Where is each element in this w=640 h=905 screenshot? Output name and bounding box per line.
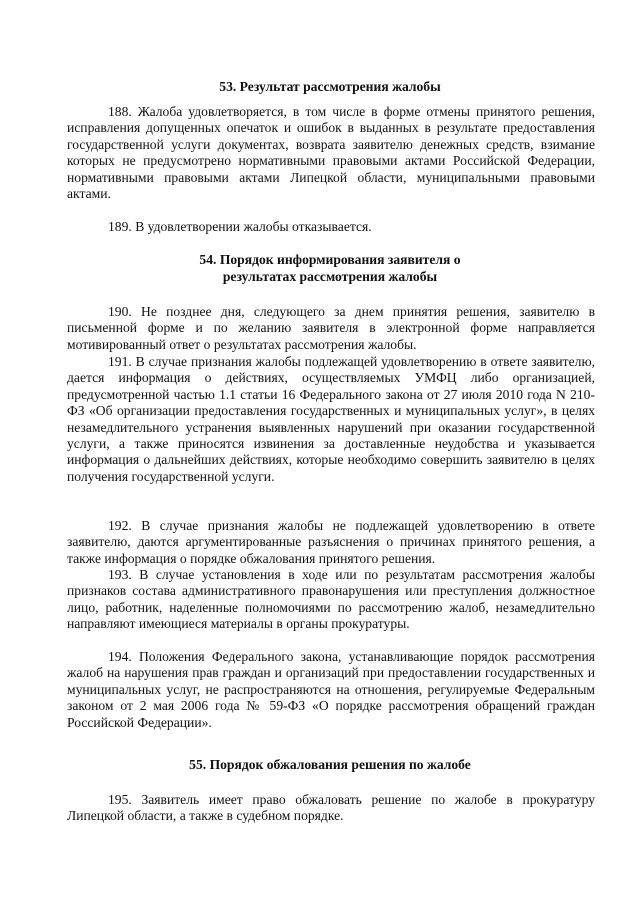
paragraph-193: 193. В случае установления в ходе или по результатам рассмотрения жалобы признаков состава административного правонарушения или преступления должностное лицо, работник, наделенные полномочиями по рассмотрению жалоб, незамедлительно направляют имеющиеся материалы в органы прокуратуры. <box>67 567 595 632</box>
paragraph-189: 189. В удовлетворении жалобы отказывается. <box>108 219 372 234</box>
paragraph-191: 191. В случае признания жалобы подлежащей удовлетворению в ответе заявителю, дается информация о действиях, осуществляемых УМФЦ либо организацией, предусмотренной частью 1.1 статьи 16 Федерального закона от 27 июля 2010 года N 210-ФЗ «Об организации предоставления государственных и муниципальных услуг», в целях незамедлительного устранения выявленных нарушений при оказании государственной услуги, а также приносятся извинения за доставленные неудобства и указывается информация о дальнейших действиях, которые необходимо совершить заявителю в целях получения государственной услуги. <box>67 354 595 484</box>
section-55-heading: 55. Порядок обжалования решения по жалобе <box>189 757 471 772</box>
section-54-heading-line2: результатах рассмотрения жалобы <box>222 269 438 284</box>
section-54-heading-line1: 54. Порядок информирования заявителя о <box>199 252 461 267</box>
paragraph-188: 188. Жалоба удовлетворяется, в том числе в форме отмены принятого решения, исправления допущенных опечаток и ошибок в выданных в результате предоставления государственной услуги документах, возврата заявителю денежных средств, взимание которых не предусмотрено нормативными правовыми актами Российской Федерации, нормативными правовыми актами Липецкой области, муниципальными правовыми актами. <box>67 104 595 202</box>
paragraph-194: 194. Положения Федерального закона, устанавливающие порядок рассмотрения жалоб на нарушения прав граждан и организаций при предоставлении государственных и муниципальных услуг, не распространяются на отношения, регулируемые Федеральным законом от 2 мая 2006 года № 59-ФЗ «О порядке рассмотрения обращений граждан Российской Федерации». <box>67 649 595 730</box>
paragraph-195: 195. Заявитель имеет право обжаловать решение по жалобе в прокуратуру Липецкой области, а также в судебном порядке. <box>67 792 595 824</box>
section-53-heading: 53. Результат рассмотрения жалобы <box>219 79 441 94</box>
paragraph-192: 192. В случае признания жалобы не подлежащей удовлетворению в ответе заявителю, даются аргументированные разъяснения о причинах принятого решения, а также информация о порядке обжалования принятого решения. <box>67 518 595 566</box>
paragraph-190: 190. Не позднее дня, следующего за днем принятия решения, заявителю в письменной форме и по желанию заявителя в электронной форме направляется мотивированный ответ о результатах рассмотрения жалобы. <box>67 304 595 352</box>
